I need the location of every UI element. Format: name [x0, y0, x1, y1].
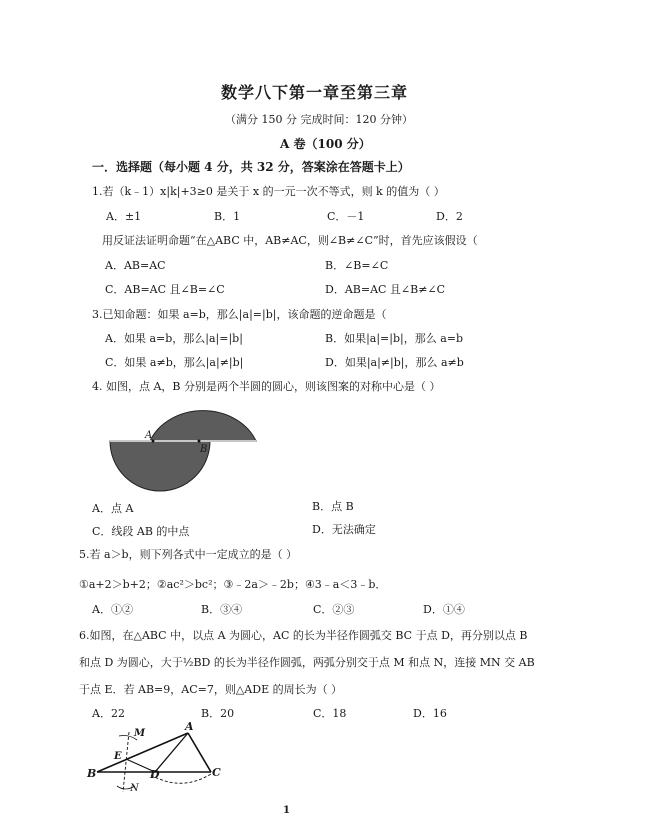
page-number: 1: [283, 805, 290, 816]
q6-label-b: B: [87, 767, 97, 780]
q6-line-mn: [123, 732, 129, 792]
q4-point-b: [198, 440, 201, 443]
q6-side-ac: [188, 733, 211, 772]
q6-label-n: N: [130, 783, 139, 794]
q4-lower-semicircle: [110, 441, 210, 491]
q1-option-a: A．±1: [106, 210, 142, 223]
q6-option-a: A．22: [92, 707, 125, 720]
q6-option-c: C．18: [313, 707, 347, 720]
q6-label-m: M: [134, 728, 146, 739]
question-2-stem: 用反证法证明命题“在△ABC 中，AB≠AC，则∠B≠∠C”时，首先应该假设（: [102, 234, 478, 247]
q3-option-d: D．如果|a|≠|b|，那么 a≠b: [325, 356, 464, 369]
q6-arc: [151, 774, 211, 783]
q1-option-d: D．2: [436, 210, 463, 223]
q2-option-a: A．AB=AC: [105, 259, 166, 272]
q6-option-b: B．20: [201, 707, 235, 720]
q3-option-b: B．如果|a|=|b|，那么 a=b: [325, 332, 464, 345]
q4-option-d: D．无法确定: [312, 523, 376, 536]
q5-option-d: D．①④: [423, 603, 465, 616]
page-title: 数学八下第一章至第三章: [221, 83, 409, 102]
question-3-stem: 3.已知命题：如果 a=b，那么|a|=|b|，该命题的逆命题是（: [92, 308, 387, 321]
q5-option-a: A．①②: [92, 603, 133, 616]
q4-option-a: A．点 A: [92, 502, 134, 515]
exam-info: （满分 150 分 完成时间：120 分钟）: [225, 113, 413, 126]
section-heading: 一．选择题（每小题 4 分，共 32 分，答案涂在答题卡上）: [92, 160, 410, 174]
q6-label-d: D: [150, 768, 160, 781]
question-4-stem: 4. 如图，点 A，B 分别是两个半圆的圆心，则该图案的对称中心是（ ）: [92, 380, 441, 393]
q4-upper-semicircle: [150, 411, 256, 441]
q1-option-b: B．1: [214, 210, 241, 223]
q6-figure: [85, 722, 235, 802]
q6-label-a: A: [185, 720, 194, 733]
q1-option-c: C．－1: [327, 210, 365, 223]
q2-option-c: C．AB=AC 且∠B=∠C: [105, 283, 225, 296]
q6-label-c: C: [212, 766, 221, 779]
q3-option-a: A．如果 a=b，那么|a|=|b|: [105, 332, 243, 345]
volume-heading: A 卷（100 分）: [280, 137, 371, 151]
q5-option-b: B．③④: [201, 603, 243, 616]
q4-label-b: B: [200, 444, 208, 455]
question-6-line-3: 于点 E．若 AB=9，AC=7，则△ADE 的周长为（ ）: [79, 683, 343, 696]
question-6-line-2: 和点 D 为圆心，大于½BD 的长为半径作圆弧，两弧分别交于点 M 和点 N，连接 MN 交 AB: [79, 656, 535, 669]
q6-label-e: E: [114, 751, 122, 762]
q4-option-b: B．点 B: [312, 500, 354, 513]
q2-option-d: D．AB=AC 且∠B≠∠C: [325, 283, 446, 296]
q3-option-c: C．如果 a≠b，那么|a|≠|b|: [105, 356, 244, 369]
q5-statements: ①a+2＞b+2；②ac²＞bc²；③﹣2a＞﹣2b；④3﹣a＜3﹣b．: [79, 578, 387, 591]
q6-segment-ad: [155, 733, 188, 772]
q2-option-b: B．∠B=∠C: [325, 259, 389, 272]
question-6-line-1: 6.如图，在△ABC 中，以点 A 为圆心，AC 的长为半径作圆弧交 BC 于点 D，再分别以点 B: [79, 629, 528, 642]
question-1-stem: 1.若（k﹣1）x|k|+3≥0 是关于 x 的一元一次不等式，则 k 的值为（ ）: [92, 185, 445, 198]
q6-option-d: D．16: [413, 707, 447, 720]
question-5-stem: 5.若 a＞b，则下列各式中一定成立的是（ ）: [79, 548, 298, 561]
q4-option-c: C．线段 AB 的中点: [92, 525, 190, 538]
q5-option-c: C．②③: [313, 603, 355, 616]
q4-label-a: A: [145, 430, 153, 441]
q4-figure: [105, 395, 265, 495]
